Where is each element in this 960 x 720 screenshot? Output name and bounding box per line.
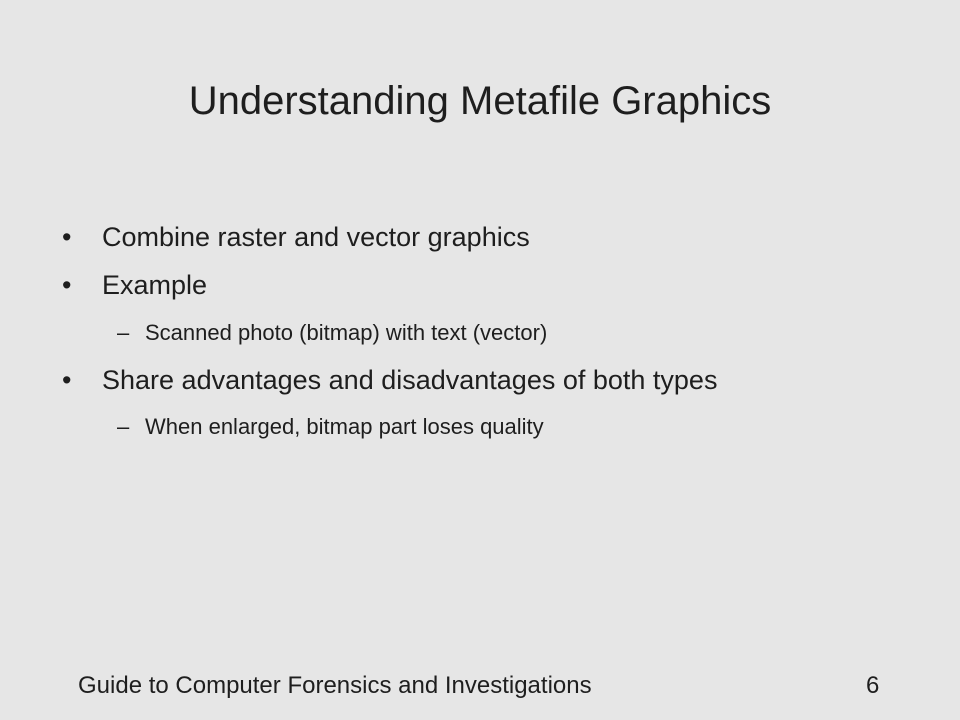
subbullet-item-scanned-photo <box>117 318 547 348</box>
subbullet-item-enlarged <box>117 412 544 442</box>
bullet-item-example <box>62 268 207 302</box>
bullet-marker: • <box>62 222 72 252</box>
subbullet-marker: – <box>117 414 130 439</box>
bullet-text: Share advantages and disadvantages of both types <box>102 365 718 395</box>
footer-page-number: 6 <box>866 672 880 699</box>
bullet-item-share <box>62 363 717 397</box>
subbullet-text: When enlarged, bitmap part loses quality <box>145 414 544 439</box>
footer-book-title: Guide to Computer Forensics and Investigations <box>78 672 592 699</box>
subbullet-text: Scanned photo (bitmap) with text (vector) <box>145 320 548 345</box>
bullet-text: Combine raster and vector graphics <box>102 222 530 252</box>
subbullet-marker: – <box>117 320 130 345</box>
bullet-marker: • <box>62 365 72 395</box>
slide-title: Understanding Metafile Graphics <box>188 79 772 123</box>
bullet-text: Example <box>102 270 208 300</box>
bullet-marker: • <box>62 270 72 300</box>
bullet-item-combine <box>62 220 530 254</box>
